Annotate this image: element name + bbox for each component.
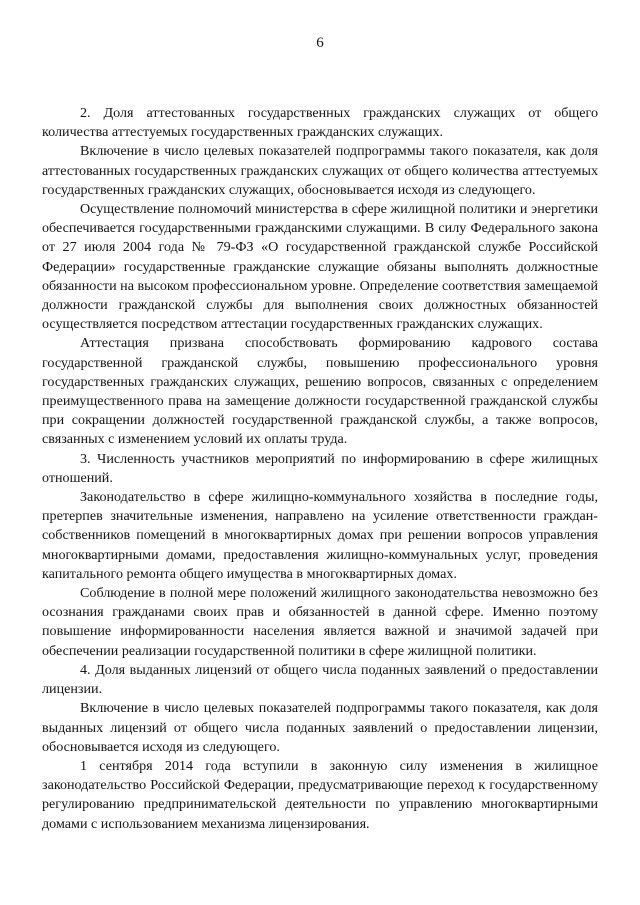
document-body [42,104,598,834]
paragraph: Законодательство в сфере жилищно-коммунального хозяйства в последние годы, претерпев значительные изменения, направлено на усиление ответственности граждан-собственников помещений в многоквартирных домах при решении вопросов управления многоквартирными домами, предоставления жилищно-коммунальных услуг, проведения капитального ремонта общего имущества в многоквартирных домах. [42,489,598,582]
paragraph: 3. Численность участников мероприятий по информированию в сфере жилищных отношений. [42,450,598,486]
paragraph: Осуществление полномочий министерства в сфере жилищной политики и энергетики обеспечивается государственными гражданскими служащими. В силу Федерального закона от 27 июля 2004 года № 79-ФЗ «О государственной гражданской службе Российской Федерации» государственные гражданские служащие обязаны выполнять должностные обязанности на высоком профессиональном уровне. Определение соответствия замещаемой должности гражданской службы для выполнения своих должностных обязанностей осуществляется посредством аттестации государственных гражданских служащих. [42,201,598,333]
paragraph: Включение в число целевых показателей подпрограммы такого показателя, как доля аттестованных государственных гражданских служащих от общего количества аттестуемых государственных гражданских служащих, обосновывается исходя из следующего. [42,143,598,198]
paragraph: Аттестация призвана способствовать формированию кадрового состава государственной гражданской службы, повышению профессионального уровня государственных гражданских служащих, решению вопросов, связанных с определением преимущественного права на замещение должности государственной гражданской службы при сокращении должностей государственной гражданской службы, а также вопросов, связанных с изменением условий их оплаты труда. [42,335,598,448]
paragraph: 4. Доля выданных лицензий от общего числа поданных заявлений о предоставлении лицензии. [42,661,598,698]
paragraph: Соблюдение в полной мере положений жилищного законодательства невозможно без осознания гражданами своих прав и обязанностей в данной сфере. Именно поэтому повышение информированности населения является важной и значимой задачей при обеспечении реализации государственной политики в сфере жилищной политики. [42,585,598,659]
paragraph: Включение в число целевых показателей подпрограммы такого показателя, как доля выданных лицензий от общего числа поданных заявлений о предоставлении лицензии, обосновывается исходя из следующего. [42,700,598,755]
paragraph: 2. Доля аттестованных государственных гражданских служащих от общего количества аттестуемых государственных гражданских служащих. [42,105,598,141]
paragraph: 1 сентября 2014 года вступили в законную силу изменения в жилищное законодательство Российской Федерации, предусматривающие переход к государственному регулированию предпринимательской деятельности по управлению многоквартирными домами с использованием механизма лицензирования. [42,757,598,832]
page-number: 6 [316,35,324,51]
